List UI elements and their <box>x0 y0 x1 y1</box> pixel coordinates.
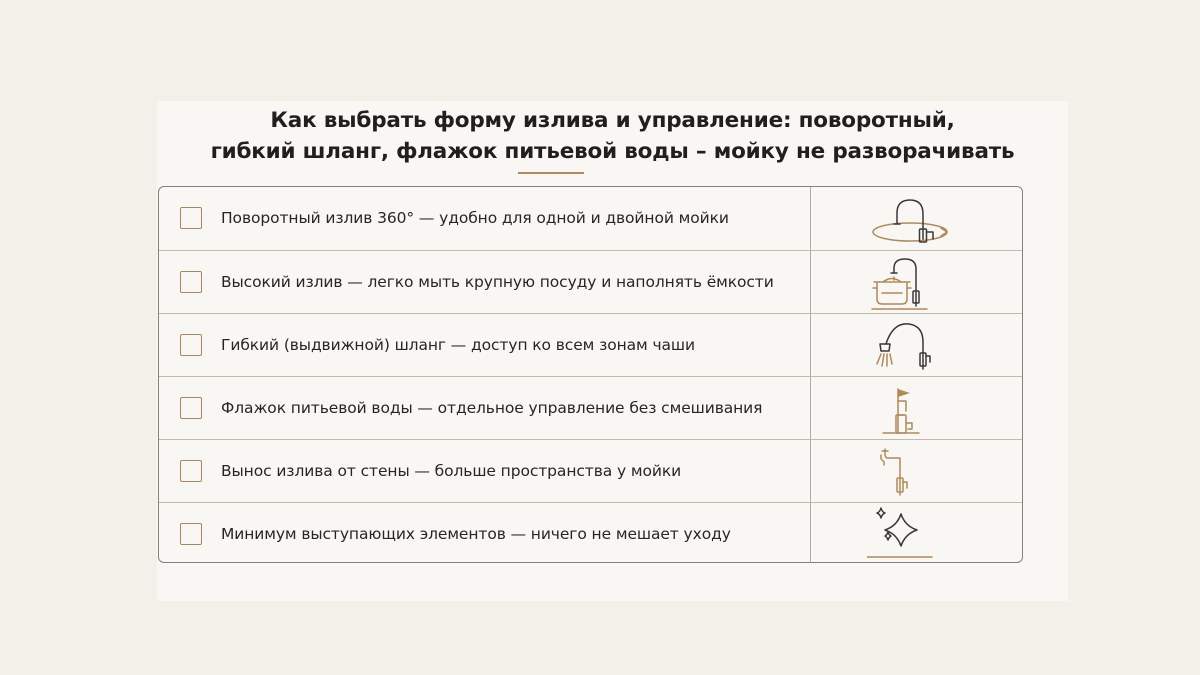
row-label: Гибкий (выдвижной) шланг — доступ ко всем зонам чаши <box>221 336 695 354</box>
drinking-water-flag-icon <box>867 377 957 440</box>
swivel-spout-faucet-icon <box>867 187 957 250</box>
row-label: Минимум выступающих элементов — ничего не мешает уходу <box>221 525 731 543</box>
checklist-row-tall-spout <box>159 250 1022 313</box>
row-label: Вынос излива от стены — больше пространства у мойки <box>221 462 682 480</box>
sparkles-clean-icon <box>867 503 957 563</box>
page-title <box>157 105 1068 167</box>
content-card <box>157 101 1068 601</box>
checklist-row-minimal-elements <box>159 502 1022 563</box>
checkbox-minimal-elements[interactable] <box>180 523 202 545</box>
checklist-row-pull-out-hose <box>159 313 1022 376</box>
tall-faucet-pot-icon <box>867 251 957 314</box>
row-label: Флажок питьевой воды — отдельное управление без смешивания <box>221 399 763 417</box>
row-label: Поворотный излив 360° — удобно для одной и двойной мойки <box>221 209 729 227</box>
checklist-row-drinking-flag <box>159 376 1022 439</box>
title-underline <box>518 172 584 174</box>
spout-reach-icon <box>867 440 957 503</box>
checkbox-pull-out-hose[interactable] <box>180 334 202 356</box>
checklist-table <box>158 186 1023 563</box>
checkbox-spout-reach[interactable] <box>180 460 202 482</box>
checkbox-drinking-flag[interactable] <box>180 397 202 419</box>
row-label: Высокий излив — легко мыть крупную посуду и наполнять ёмкости <box>221 273 774 291</box>
title-line-1: Как выбрать форму излива и управление: поворотный, <box>270 108 955 133</box>
checklist-row-spout-reach <box>159 439 1022 502</box>
pull-out-hose-faucet-icon <box>867 314 957 377</box>
checkbox-tall-spout[interactable] <box>180 271 202 293</box>
checkbox-swivel-spout[interactable] <box>180 207 202 229</box>
title-line-2: гибкий шланг, флажок питьевой воды – мойку не разворачивать <box>210 139 1015 164</box>
checklist-row-swivel-spout <box>159 187 1022 250</box>
